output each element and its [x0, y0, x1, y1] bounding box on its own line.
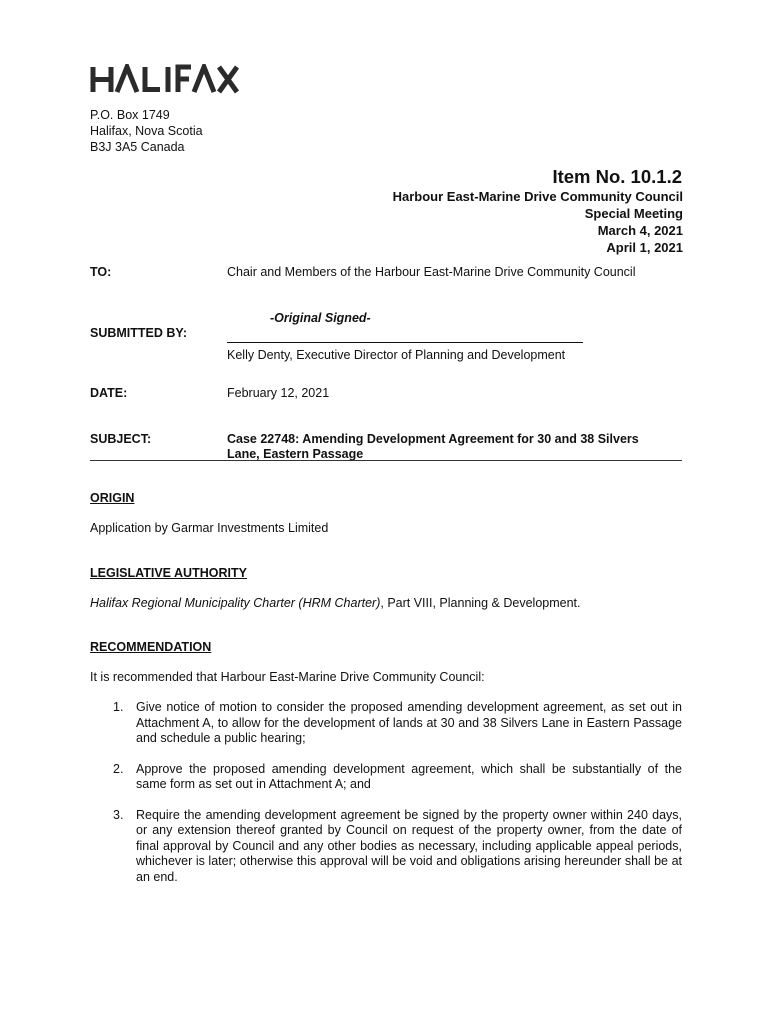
halifax-logo [90, 64, 240, 94]
list-item-number: 2. [113, 761, 124, 776]
date-value: February 12, 2021 [227, 386, 330, 400]
meeting-info [393, 188, 683, 256]
address-line: P.O. Box 1749 [90, 108, 170, 122]
recommendation-list [90, 700, 682, 900]
recommendation-heading: RECOMMENDATION [90, 640, 212, 654]
legislative-text [90, 596, 580, 610]
mailing-address [90, 107, 203, 155]
list-item-text: Approve the proposed amending development agreement, which shall be substantially of the same form as set out in Attachment A; and [136, 761, 682, 791]
origin-heading: ORIGIN [90, 491, 135, 505]
recommendation-intro: It is recommended that Harbour East-Marine Drive Community Council: [90, 670, 485, 684]
date-label: DATE: [90, 386, 128, 400]
submitted-by-value: Kelly Denty, Executive Director of Planning and Development [227, 348, 566, 362]
list-item [90, 762, 682, 793]
council-name: Harbour East-Marine Drive Community Council [392, 189, 683, 204]
to-label: TO: [90, 265, 112, 279]
list-item [90, 700, 682, 747]
list-item-number: 1. [113, 700, 124, 714]
list-item-text: Require the amending development agreement be signed by the property owner within 240 days, or any extension thereof granted by Council on request of the property owner, from the date of final approval by Council and any other bodies as necessary, including applicable appeal periods, whichever is later; otherwise this approval will be void and obligations arising hereunder shall be at an end. [136, 807, 682, 884]
to-value: Chair and Members of the Harbour East-Marine Drive Community Council [227, 265, 636, 279]
meeting-date: April 1, 2021 [606, 240, 683, 255]
meeting-type: Special Meeting [584, 206, 683, 221]
header-divider [90, 460, 682, 461]
legislative-text-italic: Halifax Regional Municipality Charter (HRM Charter) [90, 596, 381, 610]
list-item-text: Give notice of motion to consider the proposed amending development agreement, as set out in Attachment A, to allow for the development of lands at 30 and 38 Silvers Lane in Eastern Passage and schedule a public hearing; [136, 700, 682, 745]
legislative-heading: LEGISLATIVE AUTHORITY [90, 566, 247, 580]
submitted-by-label: SUBMITTED BY: [90, 326, 187, 340]
subject-value: Case 22748: Amending Development Agreement for 30 and 38 Silvers Lane, Eastern Passage [227, 432, 639, 461]
signature-line [227, 342, 583, 343]
legislative-text-rest: , Part VIII, Planning & Development. [380, 596, 581, 610]
subject-label: SUBJECT: [90, 432, 152, 446]
address-line: B3J 3A5 Canada [90, 140, 185, 154]
address-line: Halifax, Nova Scotia [90, 124, 203, 138]
halifax-logo-mark [90, 64, 240, 94]
meeting-date-original: March 4, 2021 [597, 223, 683, 238]
item-number: Item No. 10.1.2 [552, 166, 682, 187]
origin-text: Application by Garmar Investments Limited [90, 521, 329, 535]
original-signed: -Original Signed- [270, 311, 371, 325]
list-item-number: 3. [113, 807, 124, 822]
list-item [90, 808, 682, 886]
